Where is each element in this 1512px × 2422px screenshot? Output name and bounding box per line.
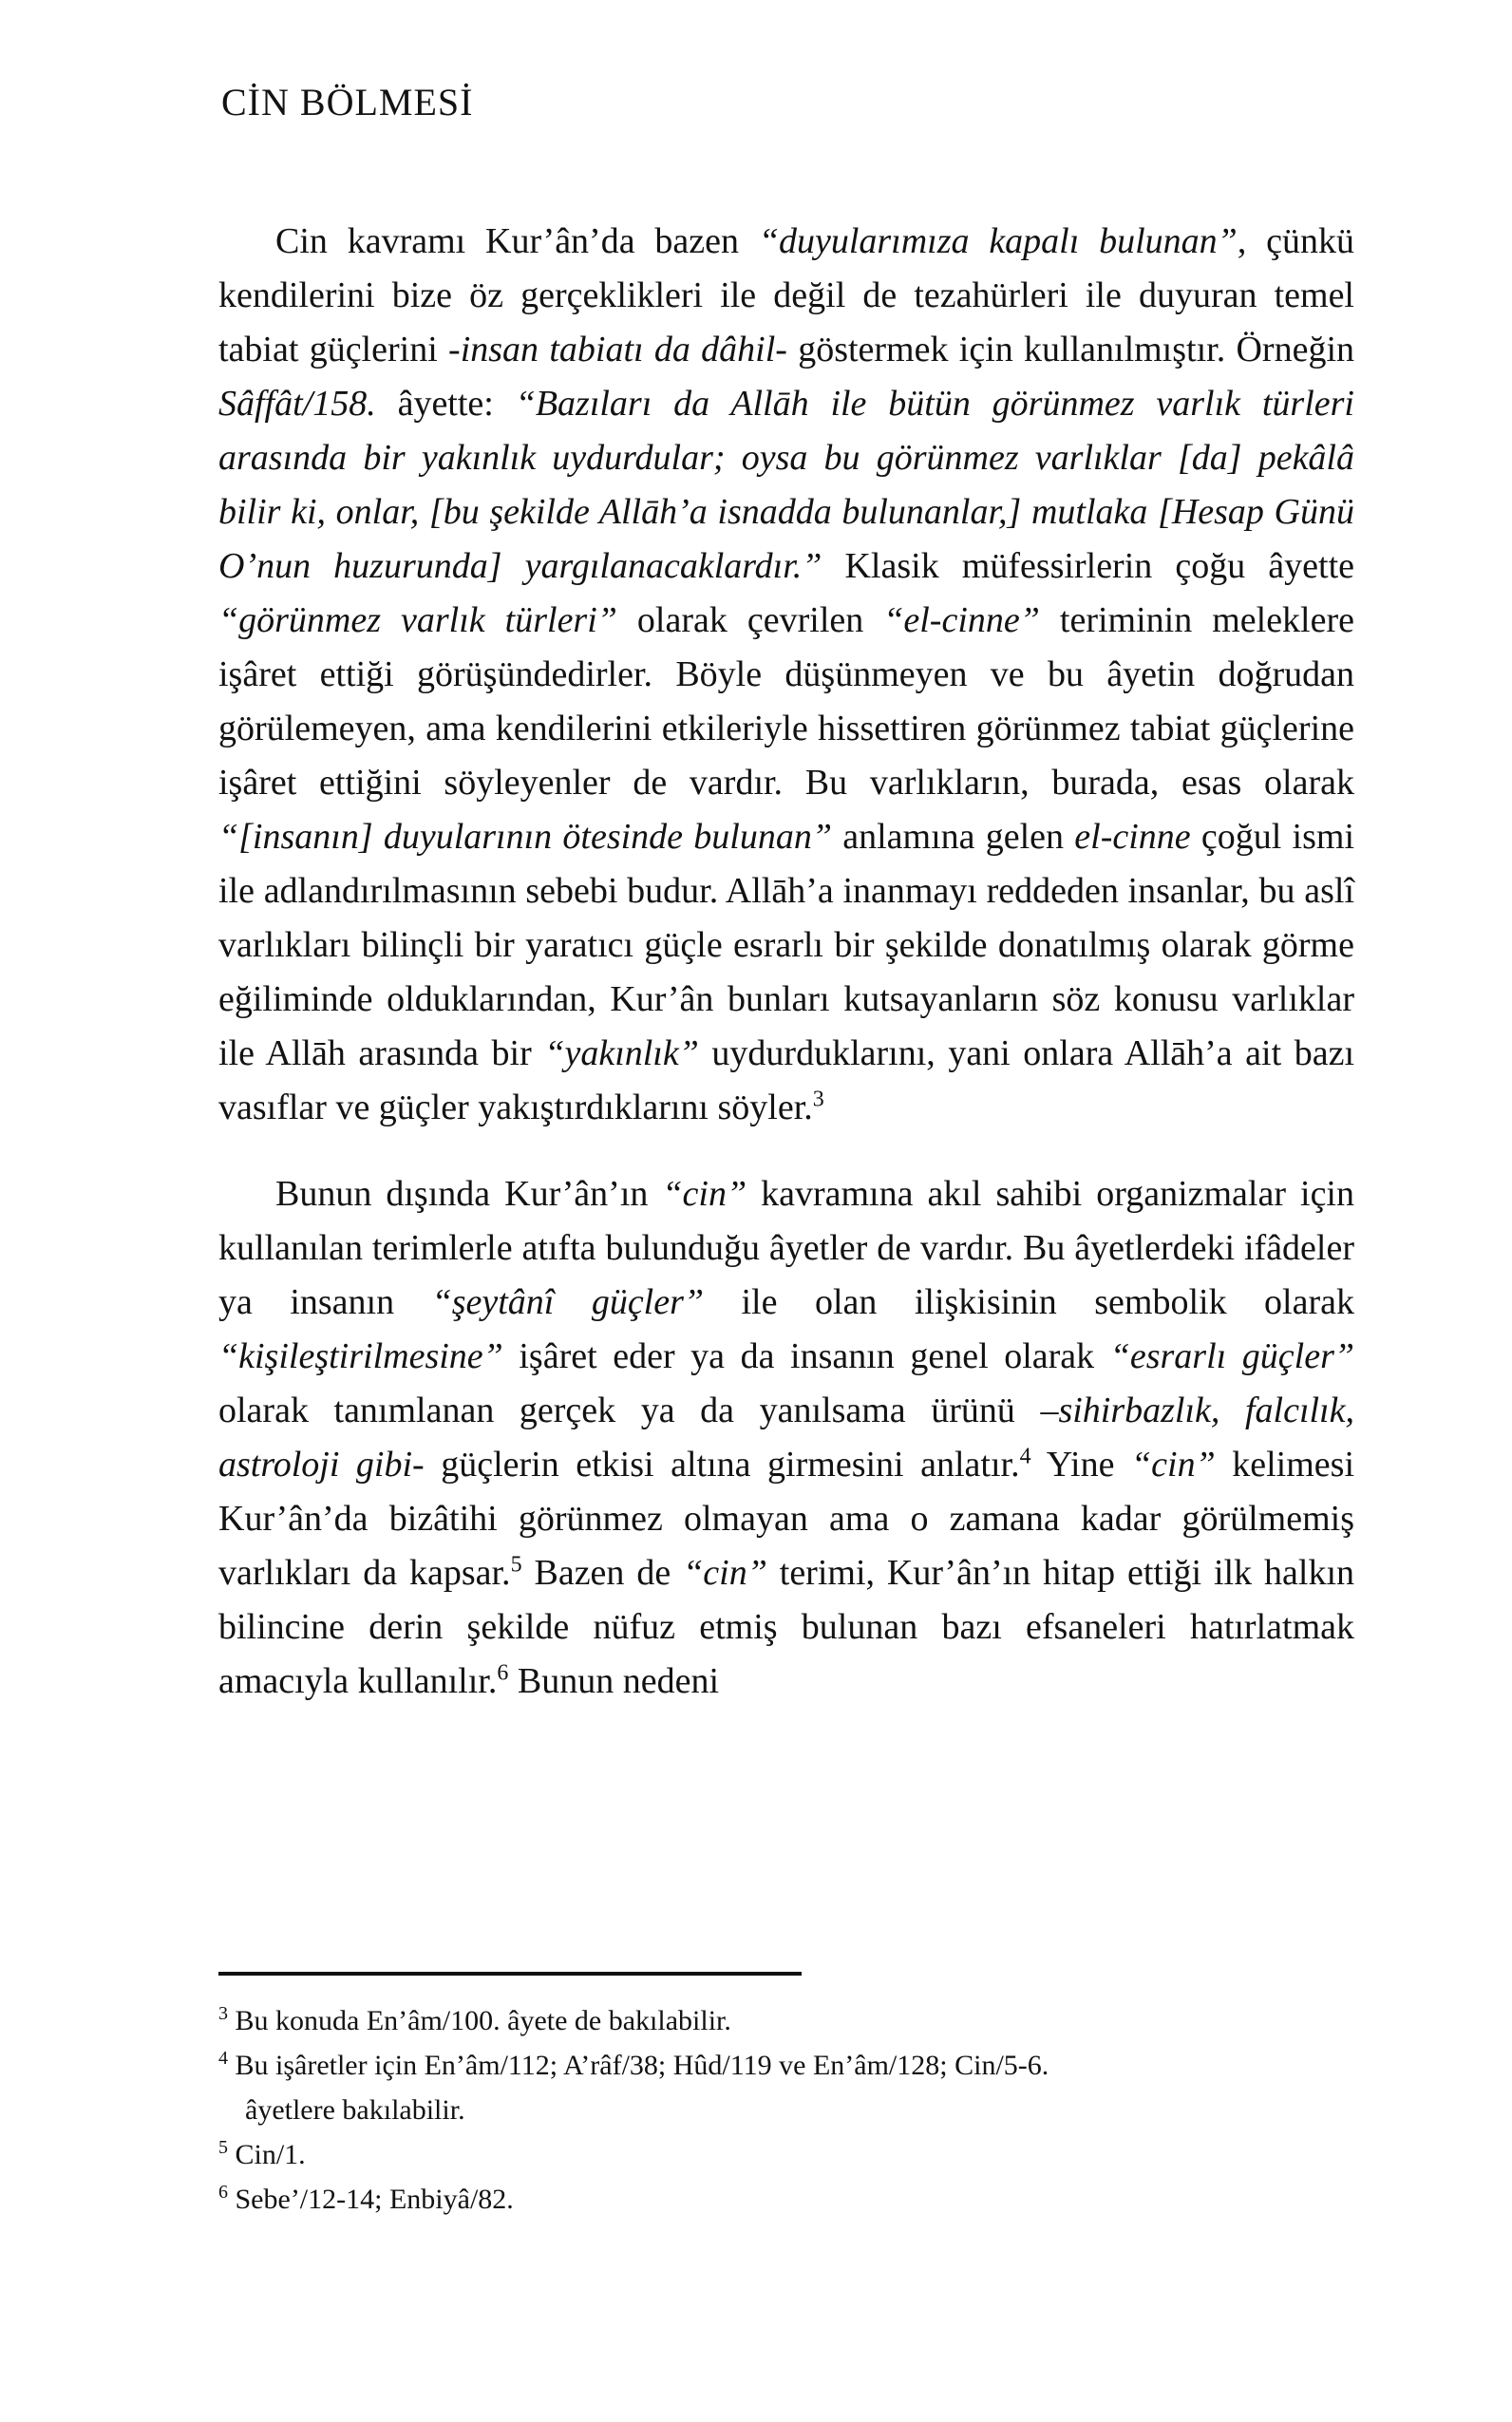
footnote-line: âyetlere bakılabilir. [245,2094,465,2126]
footnote-separator [218,1972,802,1976]
footnote-line: $^3$ Bu konuda En’âm/100. âyete de bakılabilir. [218,2003,731,2036]
text-run: işâret eder ya da insanın genel olarak [502,1336,1110,1376]
text-run: Cin kavramı Kur’ân’da bazen [275,221,759,261]
text-run: “kişileştirilmesine” [218,1336,503,1376]
footnote-ref: 6 [497,1660,509,1686]
footnote-number: 6 [218,2182,228,2203]
text-run: el-cinne [1074,817,1191,857]
footnote-line: $^6$ Sebe’/12-14; Enbiyâ/82. [218,2182,514,2215]
paragraph [218,215,1354,1135]
page-header-title: CİN BÖLMESİ [221,81,474,123]
footnote [218,2132,1354,2177]
text-run: “duyularımıza kapalı bulunan” [758,221,1238,261]
text-run: , çünkü kendilerini bize öz gerçeklikleri ile değil de tezahürleri ile duyuran temel tabiat güçlerini [218,221,1354,369]
footnote-line: $^4$ Bu işâretler için En’âm/112; A’râf/38; Hûd/119 ve En’âm/128; Cin/5-6. [218,2048,1049,2081]
text-run: uydurduklarını, yani onlara Allāh’a ait bazı vasıflar ve güçler yakıştırdıklarını söyler. [218,1033,1355,1127]
footnote-ref: 4 [1019,1444,1031,1469]
text-run: olarak çevrilen [616,600,884,640]
footnote-ref: 5 [510,1552,522,1578]
footnote-number: 4 [218,2048,228,2069]
text-run: sihirbazlık, falcılık, astroloji gibi [218,1391,1354,1485]
footnotes-list [218,1998,1354,2222]
text-run: terimi, Kur’ân’ın hitap ettiği ilk halkın bilincine derin şekilde nüfuz etmiş bulunan bazı efsaneleri hatırlatmak amacıyla kullanılır. [218,1553,1355,1701]
text-run: “cin” [1131,1445,1216,1485]
text-run: ile olan ilişkisinin sembolik olarak [704,1282,1354,1322]
text-run: “cin” [662,1174,747,1214]
footnote [218,1998,1354,2043]
footnote [218,2043,1354,2132]
text-run: kelimesi Kur’ân’da bizâtihi görünmez olmayan ama o zamana kadar görülmemiş varlıkları da kapsar. [218,1445,1354,1593]
text-run: olarak tanımlanan gerçek ya da yanılsama ürünü – [218,1391,1059,1430]
text-run: âyette: [375,384,516,424]
footnotes-section [218,1972,1354,2222]
text-run: Bazen de [521,1553,684,1593]
text-run: -insan tabiatı da dâhil- [448,330,787,369]
paragraph [218,1167,1354,1709]
text-run: - güçlerin etkisi altına girmesini anlatır. [412,1445,1020,1485]
text-run: anlamına gelen [831,817,1075,857]
text-run: çoğul ismi ile adlandırılmasının sebebi budur. Allāh’a inanmayı reddeden insanlar, bu aslî varlıkları bilinçli bir yaratıcı güçle esrarlı bir şekilde donatılmış olarak görme eğiliminde olduklarından, Kur’ân bunları kutsayanların söz konusu varlıklar ile Allāh arasında bir [218,817,1354,1073]
footnote-line: $^5$ Cin/1. [218,2137,306,2170]
footnote [218,2177,1354,2222]
footnote-ref: 3 [812,1087,824,1112]
text-run: Bunun dışında Kur’ân’ın [275,1174,663,1214]
body-text [218,215,1354,1709]
text-run: “görünmez varlık türleri” [218,600,617,640]
text-run: “yakınlık” [544,1033,699,1073]
text-run: “şeytânî güçler” [431,1282,705,1322]
text-run: “Bazıları da Allāh ile bütün görünmez varlık türleri arasında bir yakınlık uydurdular; oysa bu görünmez varlıklar [da] pekâlâ bilir ki, onlar, [bu şekilde Allāh’a isnadda bulunanlar,] mutlaka [Hesap Günü O’nun huzurunda] yargılanacaklardır.” [218,384,1354,586]
text-run: “cin” [683,1553,767,1593]
text-run: kavramına akıl sahibi organizmalar için kullanılan terimlerle atıfta bulunduğu âyetler de vardır. Bu âyetlerdeki ifâdeler ya insanın [218,1174,1354,1322]
text-run: Sâffât/158. [218,384,376,424]
footnote-number: 5 [218,2137,228,2158]
text-run: teriminin meleklere işâret ettiği görüşündedirler. Böyle düşünmeyen ve bu âyetin doğrudan görülemeyen, ama kendilerini etkileriyle hissettiren görünmez tabiat güçlerine işâret ettiğini söyleyenler de vardır. Bu varlıkların, burada, esas olarak [218,600,1355,803]
text-run: Klasik müfessirlerin çoğu âyette [822,546,1354,586]
text-run: “el-cinne” [883,600,1040,640]
text-run: göstermek için kullanılmıştır. Örneğin [786,330,1355,369]
text-run: Bunun nedeni [508,1661,719,1701]
text-run: Yine [1030,1445,1132,1485]
footnote-number: 3 [218,2003,228,2024]
text-run: “[insanın] duyularının ötesinde bulunan” [218,817,832,857]
text-run: “esrarlı güçler” [1109,1336,1354,1376]
